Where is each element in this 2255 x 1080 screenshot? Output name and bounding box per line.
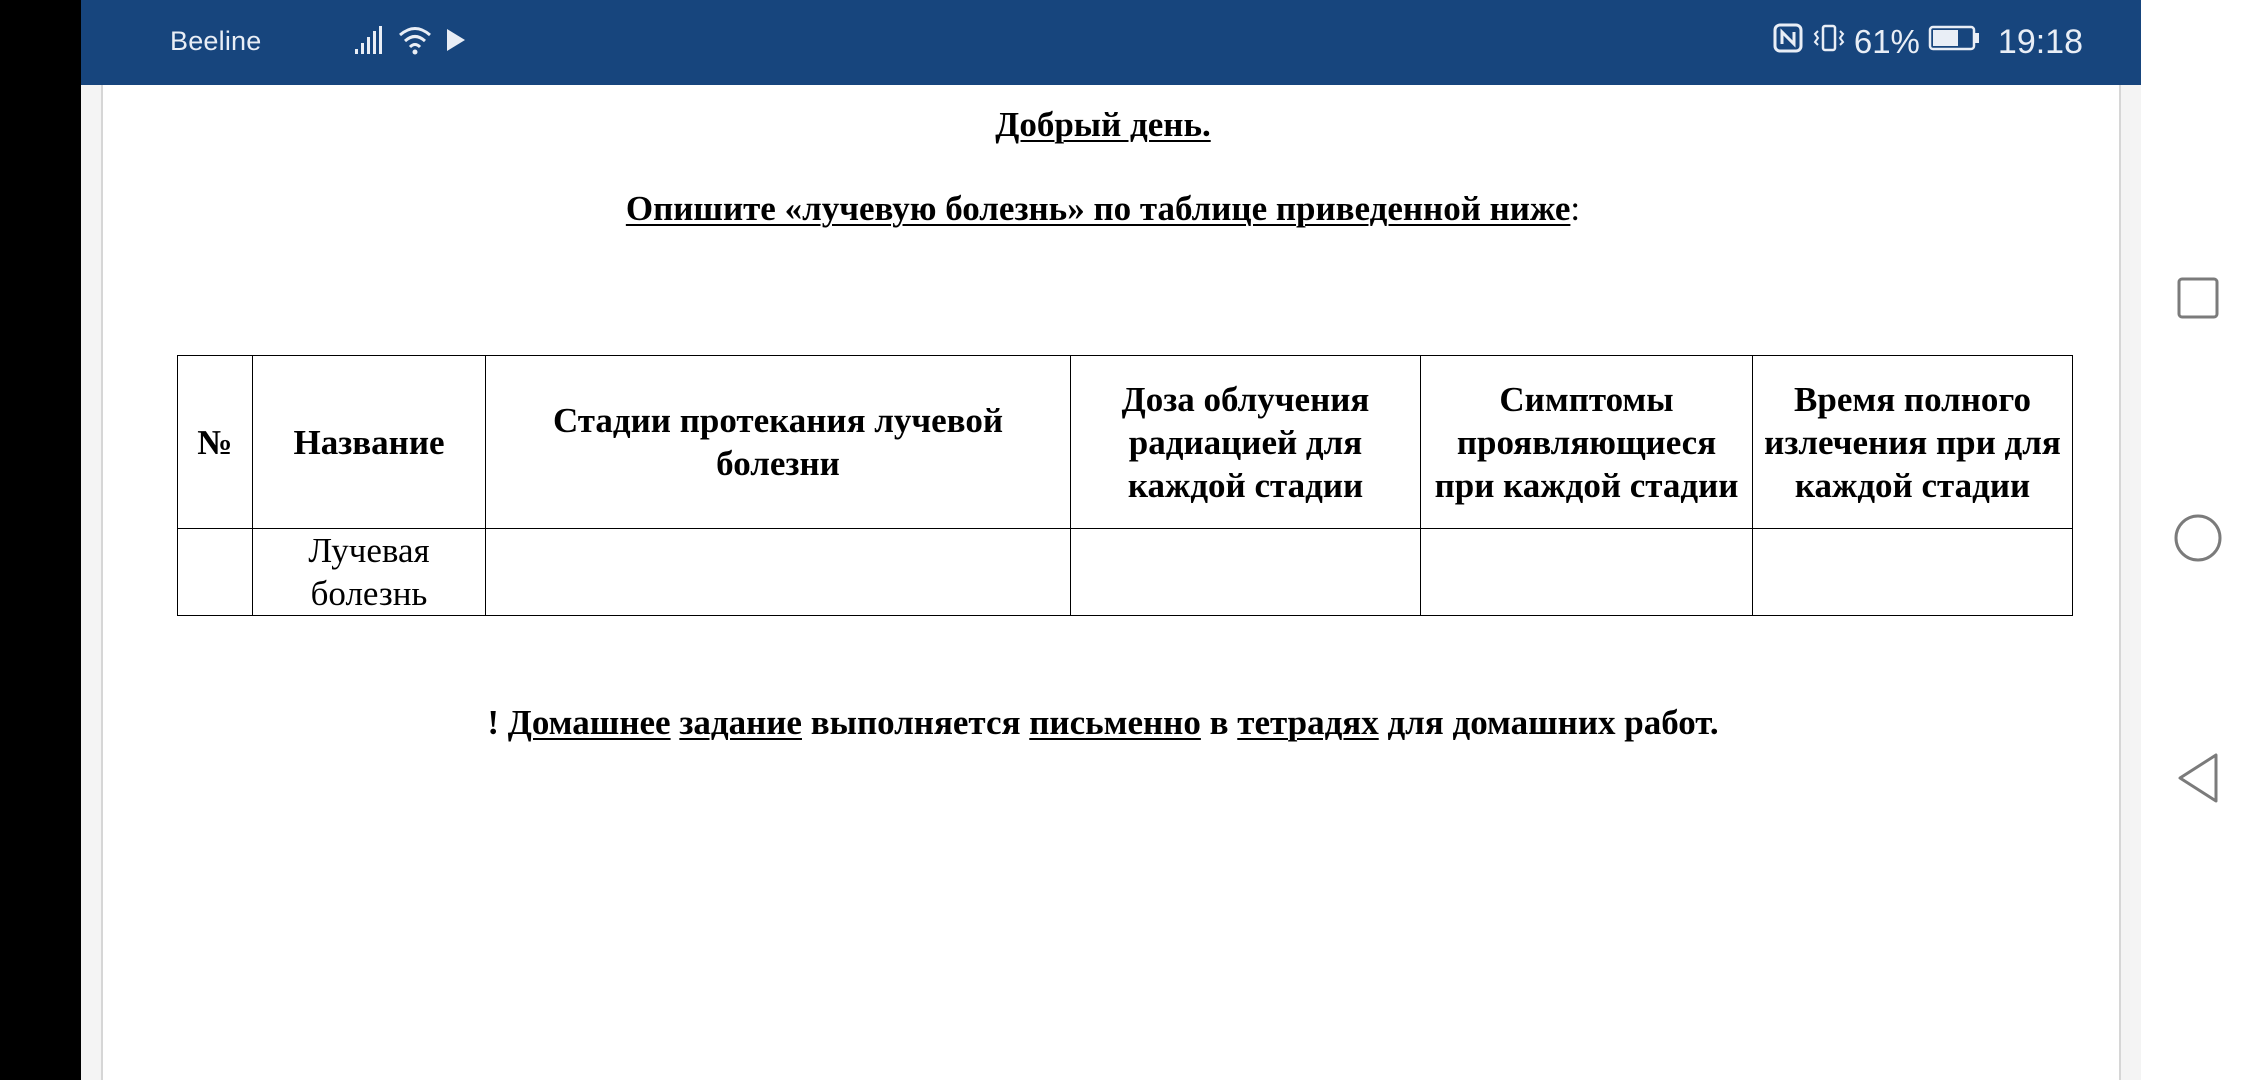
status-right-group — [1772, 22, 2083, 62]
circle-icon — [2173, 513, 2223, 568]
battery-icon — [1928, 23, 1982, 61]
carrier-name: Beeline — [170, 26, 262, 56]
home-button[interactable] — [2161, 503, 2235, 577]
instruction-colon: : — [1570, 189, 1581, 228]
homework-word-3: письменно — [1029, 703, 1201, 742]
nfc-icon — [1772, 22, 1804, 62]
vibrate-icon — [1812, 22, 1846, 62]
homework-word-4: тетрадях — [1237, 703, 1379, 742]
homework-note — [103, 703, 2103, 743]
signal-icon — [353, 25, 387, 60]
cell-stages — [486, 529, 1071, 616]
recent-apps-button[interactable] — [2161, 263, 2235, 337]
header-stages: Стадии протекания лучевой болезни — [486, 356, 1071, 529]
homework-word-2: задание — [679, 703, 802, 742]
homework-text-1: выполняется — [801, 703, 1030, 742]
header-symptoms: Симптомы проявляющиеся при каждой стадии — [1421, 356, 1753, 529]
header-dose: Доза облучения радиацией для каждой стадии — [1071, 356, 1421, 529]
header-recovery-time: Время полного излечения при для каждой стадии — [1753, 356, 2073, 529]
back-triangle-icon — [2176, 752, 2220, 809]
homework-text-3: для домашних работ. — [1378, 703, 1719, 742]
cell-symptoms — [1421, 529, 1753, 616]
instruction-text: Опишите «лучевую болезнь» по таблице приведенной ниже — [625, 189, 1571, 228]
left-black-edge — [0, 0, 81, 1080]
back-button[interactable] — [2161, 743, 2235, 817]
homework-word-1: Домашнее — [507, 703, 671, 742]
cell-dose — [1071, 529, 1421, 616]
header-number: № — [178, 356, 253, 529]
status-bar — [81, 0, 2141, 85]
wifi-icon — [397, 24, 433, 61]
disease-table — [177, 355, 2073, 616]
instruction-line — [103, 189, 2103, 229]
greeting-heading: Добрый день. — [995, 105, 1211, 144]
homework-text-2: в — [1200, 703, 1238, 742]
play-icon — [443, 26, 469, 59]
cell-name: Лучевая болезнь — [253, 529, 486, 616]
navigation-bar — [2141, 0, 2255, 1080]
header-name: Название — [253, 356, 486, 529]
status-left-icons — [353, 22, 469, 62]
document-page[interactable] — [101, 85, 2121, 1080]
homework-exclamation: ! — [487, 703, 508, 742]
cell-number — [178, 529, 253, 616]
battery-percent: 61% — [1853, 23, 1920, 60]
status-time: 19:18 — [1997, 22, 2083, 61]
table-row — [178, 529, 2073, 616]
square-icon — [2176, 276, 2220, 325]
cell-recovery-time — [1753, 529, 2073, 616]
table-header-row — [178, 356, 2073, 529]
